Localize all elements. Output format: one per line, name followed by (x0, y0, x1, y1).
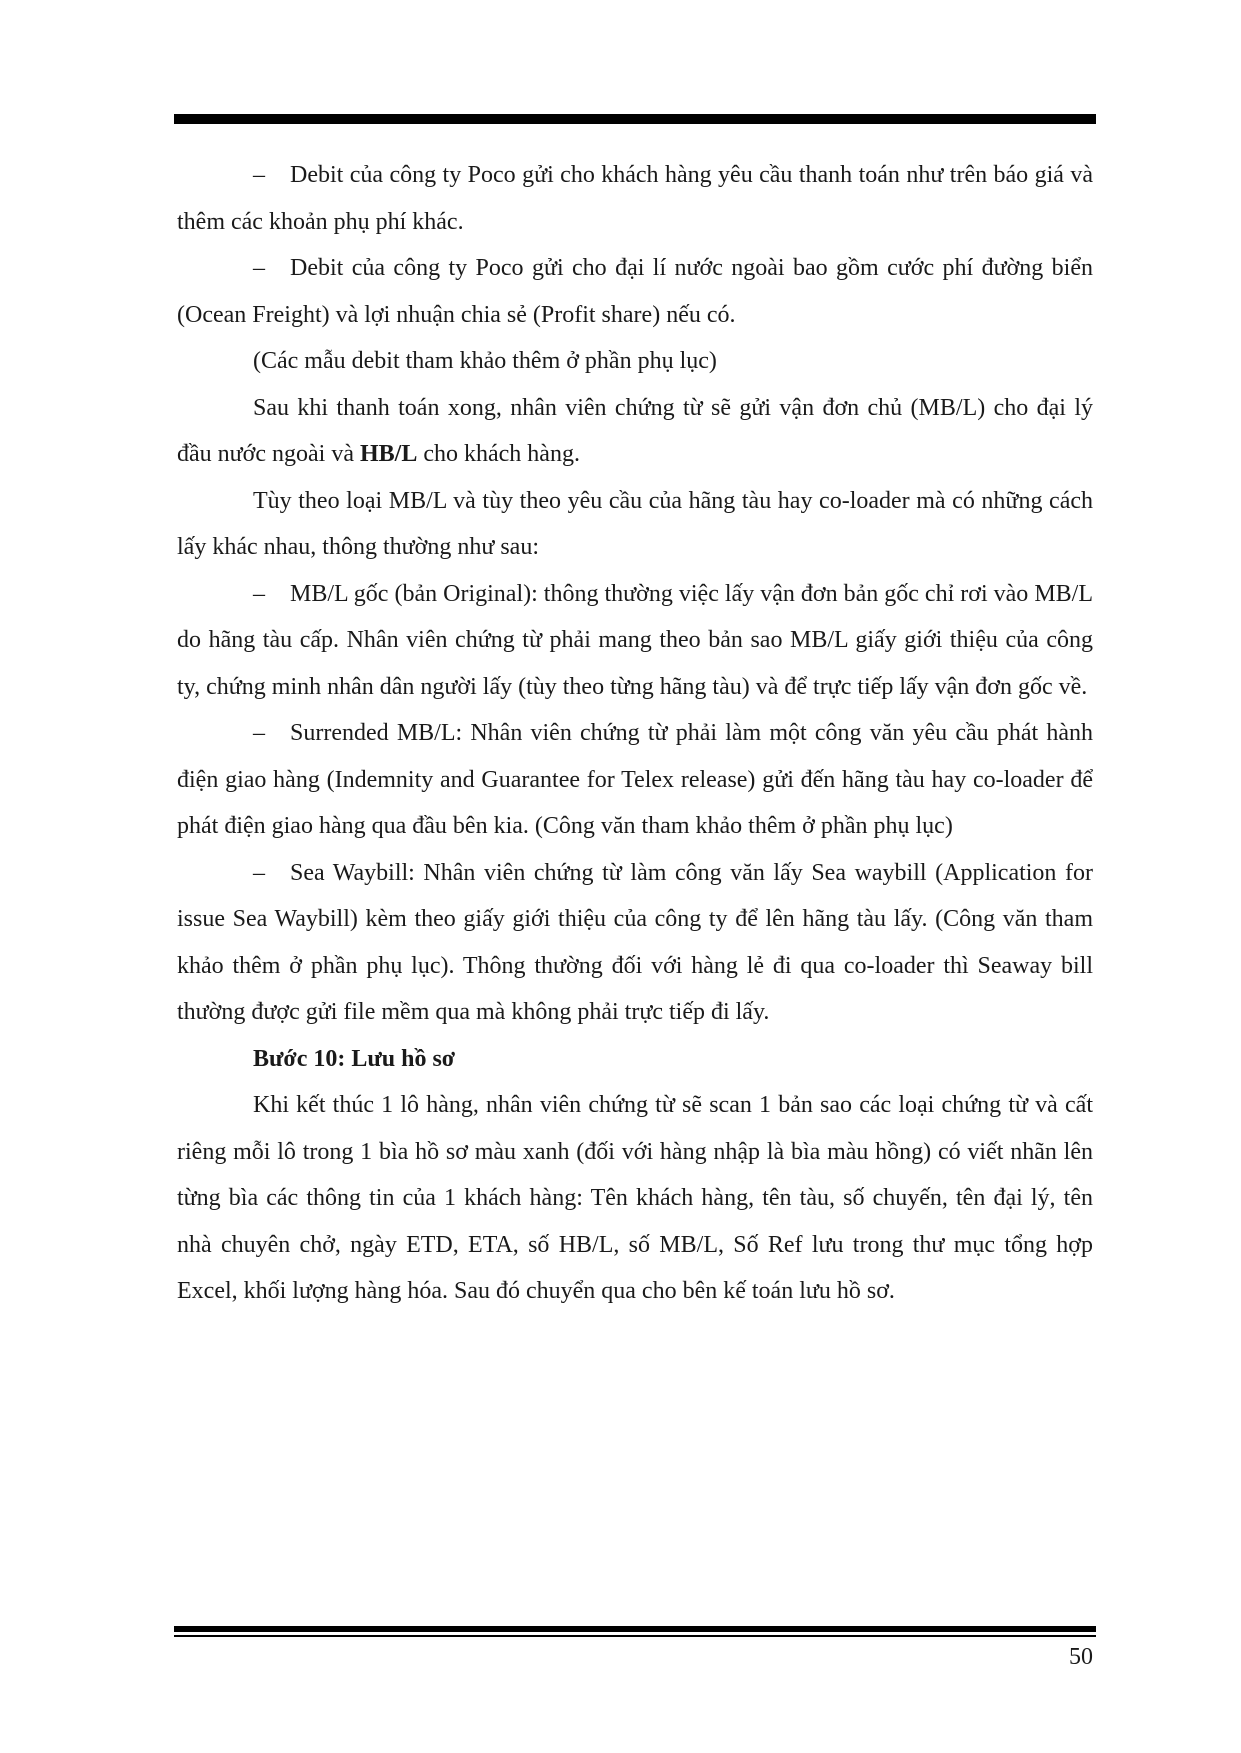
bold-term: HB/L (359, 441, 418, 467)
footer-rule-thin (174, 1635, 1096, 1637)
bullet-paragraph (177, 850, 1093, 1036)
paragraph-text: cho khách hàng. (417, 441, 580, 467)
paragraph-text: Debit của công ty Poco gửi cho đại lí nước ngoài bao gồm cước phí đường biển (Ocean Freight) và lợi nhuận chia sẻ (Profit share) nếu có. (177, 255, 1093, 328)
header-rule (174, 114, 1096, 124)
document-body (177, 152, 1093, 1315)
paragraph: Khi kết thúc 1 lô hàng, nhân viên chứng từ sẽ scan 1 bản sao các loại chứng từ và cất riêng mỗi lô trong 1 bìa hồ sơ màu xanh (đối với hàng nhập là bìa màu hồng) có viết nhãn lên từng bìa các thông tin của 1 khách hàng: Tên khách hàng, tên tàu, số chuyến, tên đại lý, tên nhà chuyên chở, ngày ETD, ETA, số HB/L, số MB/L, Số Ref lưu trong thư mục tổng hợp Excel, khối lượng hàng hóa. Sau đó chuyển qua cho bên kế toán lưu hồ sơ. (177, 1092, 1093, 1304)
dash-marker: – (253, 162, 265, 188)
paragraph-text: MB/L gốc (bản Original): thông thường việc lấy vận đơn bản gốc chỉ rơi vào MB/L do hãng tàu cấp. Nhân viên chứng từ phải mang theo bản sao MB/L giấy giới thiệu của công ty, chứng minh nhân dân người lấy (tùy theo từng hãng tàu) và để trực tiếp lấy vận đơn gốc về. (177, 580, 1093, 700)
paragraph: (Các mẫu debit tham khảo thêm ở phần phụ lục) (253, 348, 717, 374)
paragraph-text: Debit của công ty Poco gửi cho khách hàng yêu cầu thanh toán như trên báo giá và thêm các khoản phụ phí khác. (177, 162, 1093, 235)
bullet-paragraph (177, 245, 1093, 338)
paragraph-text: Surrended MB/L: Nhân viên chứng từ phải làm một công văn yêu cầu phát hành điện giao hàng (Indemnity and Guarantee for Telex release) gửi đến hãng tàu hay co-loader để phát điện giao hàng qua đầu bên kia. (Công văn tham khảo thêm ở phần phụ lục) (177, 720, 1093, 839)
bullet-paragraph (177, 152, 1093, 245)
dash-marker: – (253, 255, 265, 281)
footer-rule-thick (174, 1626, 1096, 1632)
dash-marker: – (253, 580, 265, 607)
dash-marker: – (253, 720, 265, 746)
paragraph-text: Sau khi thanh toán xong, nhân viên chứng từ sẽ gửi vận đơn chủ (MB/L) cho đại lý đầu nước ngoài và (177, 394, 1093, 467)
paragraph-text: Sea Waybill: Nhân viên chứng từ làm công văn lấy Sea waybill (Application for issue Sea Waybill) kèm theo giấy giới thiệu của công ty để lên hãng tàu lấy. (Công văn tham khảo thêm ở phần phụ lục). Thông thường đối với hàng lẻ đi qua co-loader thì Seaway bill thường được gửi file mềm qua mà không phải trực tiếp đi lấy. (177, 859, 1093, 1025)
dash-marker: – (253, 859, 265, 886)
paragraph (177, 385, 1093, 478)
bullet-paragraph (177, 710, 1093, 850)
bullet-paragraph (177, 571, 1093, 711)
paragraph: Tùy theo loại MB/L và tùy theo yêu cầu của hãng tàu hay co-loader mà có những cách lấy khác nhau, thông thường như sau: (177, 487, 1093, 560)
page-number: 50 (1069, 1644, 1093, 1670)
section-heading: Bước 10: Lưu hồ sơ (253, 1045, 456, 1072)
